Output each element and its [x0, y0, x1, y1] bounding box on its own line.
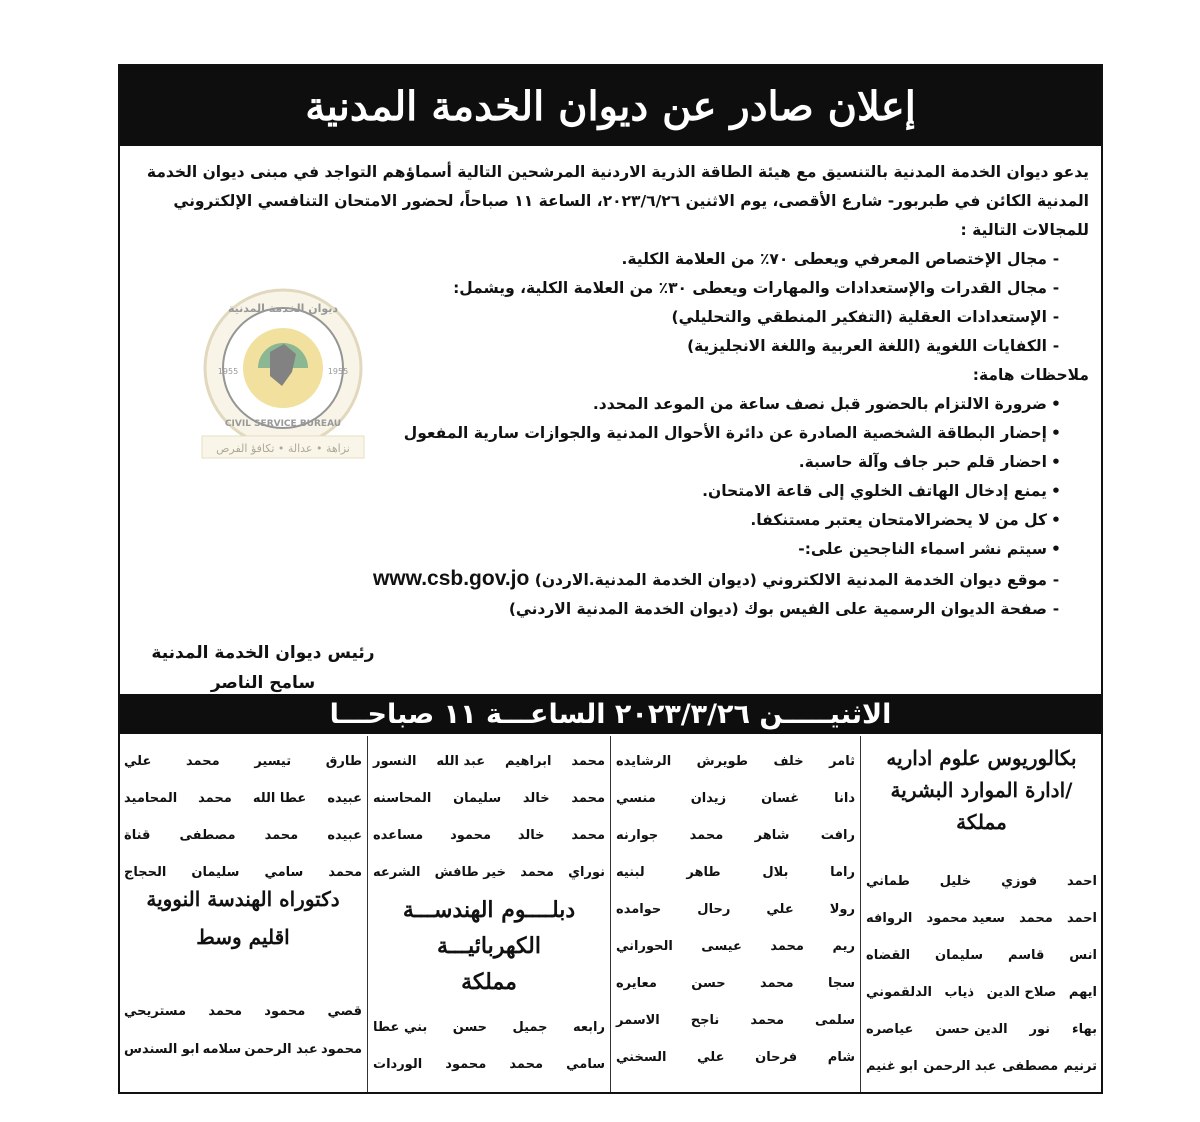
seal-year-left: 1955 — [217, 367, 239, 376]
note-item: •ضرورة الالتزام بالحضور قبل نصف ساعة من الموعد المحدد. — [592, 395, 1061, 413]
candidate-name-part: السخني — [616, 1049, 667, 1065]
publish-item: -صفحة الديوان الرسمية على الفيس بوك (ديوان الخدمة المدنية الاردني) — [508, 600, 1060, 618]
candidate-name-part: الحجاج — [124, 864, 167, 880]
candidate-name-part: نوراي — [568, 864, 605, 880]
field-item: -الكفايات اللغوية (اللغة العربية واللغة الانجليزية) — [687, 337, 1060, 355]
candidate-name-part: القضاه — [866, 947, 911, 963]
announcement-title: إعلان صادر عن ديوان الخدمة المدنية — [305, 82, 916, 130]
website-link[interactable]: www.csb.gov.jo — [372, 567, 530, 590]
candidate-row — [369, 1012, 609, 1042]
candidate-row — [369, 783, 609, 813]
candidate-name-part: محمد — [186, 753, 220, 769]
candidate-name-part: محمد — [208, 1003, 243, 1019]
candidate-name-part: مساعده — [373, 827, 424, 843]
candidate-name-part: رابعه — [572, 1019, 605, 1035]
candidate-name-part: محمد — [571, 753, 605, 769]
field-item: -الإستعدادات العقلية (التفكير المنطقي والتحليلي) — [671, 308, 1060, 326]
intro-line: للمجالات التالية : — [960, 221, 1089, 239]
intro-line: يدعو ديوان الخدمة المدنية بالتنسيق مع هيئة الطاقة الذرية الاردنية المرشحين التالية أسماؤهم التواجد في مبنى ديوان الخدمة — [146, 163, 1089, 181]
candidate-name-part: ترنيم — [1063, 1058, 1097, 1074]
note-item: •سيتم نشر اسماء الناجحين على:- — [798, 540, 1061, 558]
candidate-name-part: فرحان — [755, 1049, 798, 1065]
candidate-name-part: رحال — [697, 901, 731, 917]
candidate-name-part: سلمى — [815, 1012, 855, 1028]
candidate-name-part: سامي — [566, 1056, 605, 1072]
candidate-name-part: بهاء — [1072, 1021, 1097, 1037]
candidate-name-part: قناة — [124, 827, 151, 843]
candidate-name-part: ايهم — [1068, 984, 1097, 1000]
candidate-name-part: محمد — [571, 827, 605, 843]
signature-title: رئيس ديوان الخدمة المدنية — [151, 643, 375, 663]
candidate-name-part: صلاح الدين — [986, 984, 1057, 1000]
note-item: •إحضار البطاقة الشخصية الصادرة عن دائرة الأحوال المدنية والجوازات سارية المفعول — [403, 424, 1061, 442]
candidate-name-part: جوارنه — [616, 827, 659, 843]
candidate-name-part: بلال — [762, 864, 789, 880]
candidate-name-part: خليل — [939, 873, 972, 889]
candidate-name-part: خير طافش — [434, 864, 506, 880]
candidate-name-part: عياصره — [866, 1021, 914, 1037]
candidate-row — [120, 1034, 366, 1064]
candidate-row — [120, 996, 366, 1026]
candidate-name-part: مصطفى — [179, 827, 236, 843]
candidate-row — [612, 783, 859, 813]
candidate-row — [369, 820, 609, 850]
diploma-group-header: دبلــــوم الهندســـة الكهربائيـــة مملكة — [402, 897, 576, 995]
candidate-name-part: حسن — [452, 1019, 488, 1035]
candidate-name-part: طاهر — [686, 864, 721, 880]
candidate-name-part: محمد — [750, 1012, 784, 1028]
candidate-row — [862, 940, 1101, 970]
doctorate-group-header: دكتوراه الهندسة النووية اقليم وسط — [146, 887, 340, 949]
candidate-row — [369, 1049, 609, 1079]
candidate-name-part: عبد الرحمن — [923, 1058, 997, 1074]
note-item: •يمنع إدخال الهاتف الخلوي إلى قاعة الامتحان. — [702, 482, 1061, 500]
nuclear-group — [120, 736, 366, 1092]
candidate-name-part: ذياب — [944, 984, 975, 1000]
candidate-name-part: محمد — [571, 790, 605, 806]
candidate-name-part: الدين حسن — [935, 1021, 1008, 1037]
candidate-name-part: محمود — [445, 1056, 487, 1072]
candidate-name-part: عيسى — [701, 938, 742, 954]
candidate-name-part: سجا — [827, 975, 855, 991]
candidate-name-part: ابو غنيم — [866, 1058, 918, 1074]
candidate-row — [612, 894, 859, 924]
publish-item: -موقع ديوان الخدمة المدنية الالكتروني (ديوان الخدمة المدنية.الاردن) www.csb.gov.jo — [372, 567, 1060, 590]
candidate-name-part: محمود — [450, 827, 492, 843]
candidate-name-part: محمد — [509, 1056, 544, 1072]
field-item: -مجال الإختصاص المعرفي ويعطى ٧٠٪ من العلامة الكلية. — [621, 250, 1060, 268]
candidate-name-part: محمد — [328, 864, 362, 880]
candidate-name-part: علي — [766, 901, 794, 917]
candidate-name-part: محمد — [1019, 910, 1053, 926]
note-item: •كل من لا يحضرالامتحان يعتبر مستنكفا. — [750, 511, 1061, 529]
candidate-name-part: سعيد محمود — [926, 910, 1005, 926]
candidate-row — [862, 866, 1101, 896]
seal-top-text: ديوان الخدمة المدنية — [227, 302, 339, 315]
candidate-row — [369, 857, 609, 887]
candidate-name-part: محمد — [689, 827, 724, 843]
candidate-row — [612, 1042, 859, 1072]
candidate-row — [369, 746, 609, 776]
candidate-name-part: قصي — [327, 1003, 362, 1019]
candidate-name-part: قاسم — [1008, 947, 1045, 963]
candidate-name-part: سليمان — [191, 864, 240, 880]
candidate-name-part: عبيده — [327, 790, 362, 806]
notes-title: ملاحظات هامة: — [972, 366, 1089, 384]
candidate-row — [862, 977, 1101, 1007]
candidate-name-part: دانا — [834, 790, 855, 806]
intro-line: المدنية الكائن في طبربور- شارع الأقصى، يوم الاثنين ٢٠٢٣/٦/٢٦، الساعة ١١ صباحاً، لحضور الامتحان التنافسي الإلكتروني — [173, 192, 1089, 210]
candidate-name-part: الروافه — [866, 910, 913, 926]
candidate-name-part: محمود — [264, 1003, 306, 1019]
candidate-name-part: الاسمر — [616, 1012, 660, 1028]
candidate-name-part: الشرعه — [373, 864, 421, 880]
candidate-name-part: علي — [697, 1049, 725, 1065]
candidate-name-part: محمد — [759, 975, 794, 991]
candidate-row — [120, 783, 366, 813]
candidate-name-part: الدلقموني — [866, 984, 933, 1000]
business-group — [862, 736, 1101, 1092]
candidate-name-part: المحاسنه — [373, 790, 432, 806]
announcement-frame — [118, 64, 1103, 1094]
candidate-name-part: طماني — [866, 873, 910, 889]
candidate-name-part: محمد — [198, 790, 232, 806]
candidate-name-part: محمد — [770, 938, 804, 954]
candidate-name-part: جميل — [512, 1019, 548, 1035]
candidate-name-part: احمد — [1066, 910, 1097, 926]
candidate-name-part: راما — [830, 864, 855, 880]
candidate-name-part: محمد — [264, 827, 299, 843]
candidate-row — [120, 820, 366, 850]
candidate-row — [862, 903, 1101, 933]
candidate-name-part: شاهر — [754, 827, 790, 843]
candidate-name-part: تيسير — [254, 753, 292, 769]
candidate-name-part: رافت — [820, 827, 855, 843]
candidate-name-part: احمد — [1066, 873, 1097, 889]
candidate-row — [612, 1005, 859, 1035]
candidate-name-part: الحوراني — [616, 938, 673, 954]
announcement-body — [134, 158, 1089, 624]
title-bar — [120, 66, 1101, 146]
candidate-name-part: سامي — [264, 864, 304, 880]
candidate-name-part: الوردات — [373, 1056, 423, 1072]
candidate-name-part: النسور — [373, 753, 417, 769]
candidate-name-part: حسن — [691, 975, 726, 991]
signature-name: سامح الناصر — [210, 673, 316, 693]
candidate-name-part: حوامده — [616, 901, 662, 917]
candidate-row — [612, 820, 859, 850]
candidate-name-part: معايره — [616, 975, 657, 991]
candidate-name-part: محمود — [321, 1041, 362, 1057]
candidate-name-part: سليمان — [453, 790, 502, 806]
candidate-row — [862, 1014, 1101, 1044]
candidate-name-part: سلامه — [202, 1041, 242, 1057]
candidate-row — [612, 857, 859, 887]
exam-date: الاثنيـــــن ٢٠٢٣/٣/٢٦ الساعـــة ١١ صباحـــا — [329, 698, 892, 730]
candidate-name-part: زيدان — [690, 790, 727, 806]
candidate-name-part: خلف — [773, 753, 804, 769]
seal-year-right: 1955 — [327, 367, 349, 376]
seal-bottom-text: CIVIL SERVICE BUREAU — [224, 419, 342, 429]
candidate-name-part: طويرش — [696, 753, 748, 769]
note-item: •احضار قلم حبر جاف وآلة حاسبة. — [798, 453, 1061, 471]
signature-block — [148, 638, 378, 698]
candidate-name-part: محمد — [520, 864, 554, 880]
date-bar — [120, 694, 1101, 734]
candidate-name-part: عبد الرحمن — [244, 1041, 318, 1057]
candidate-row — [612, 746, 859, 776]
candidate-name-part: مصطفى — [1002, 1058, 1059, 1074]
seal-motto: نزاهة • عدالة • تكافؤ الفرص — [216, 442, 350, 455]
candidate-name-part: بني عطا — [373, 1019, 428, 1035]
candidates-table — [120, 736, 1101, 1092]
candidate-row — [612, 968, 859, 998]
candidate-name-part: انس — [1069, 947, 1097, 963]
candidate-name-part: رولا — [829, 901, 855, 917]
candidate-name-part: نور — [1029, 1021, 1051, 1037]
field-item: -مجال القدرات والإستعدادات والمهارات ويعطى ٣٠٪ من العلامة الكلية، ويشمل: — [453, 279, 1060, 297]
candidate-name-part: خالد — [522, 790, 550, 806]
candidate-name-part: خالد — [517, 827, 545, 843]
candidate-name-part: منسي — [616, 790, 656, 806]
candidate-name-part: عبد الله — [436, 753, 486, 769]
candidate-name-part: ريم — [832, 938, 855, 954]
candidate-name-part: عطا الله — [252, 790, 307, 806]
candidate-name-part: لبنيه — [616, 864, 645, 880]
candidate-name-part: شام — [827, 1049, 855, 1065]
candidate-row — [862, 1051, 1101, 1081]
candidate-row — [120, 746, 366, 776]
candidate-name-part: علي — [124, 753, 152, 769]
candidate-name-part: عبيده — [327, 827, 362, 843]
electrical-group — [369, 736, 609, 1092]
candidate-name-part: ابراهيم — [505, 753, 552, 769]
candidate-name-part: ناجح — [690, 1012, 720, 1028]
candidate-name-part: غسان — [761, 790, 800, 806]
candidate-row — [612, 931, 859, 961]
candidate-name-part: طارق — [325, 753, 362, 769]
candidate-name-part: مستريحي — [124, 1003, 187, 1019]
candidate-name-part: الرشايده — [616, 753, 672, 769]
candidate-name-part: المحاميد — [124, 790, 178, 806]
business-group-continued — [612, 736, 859, 1092]
candidate-name-part: ثامر — [829, 753, 855, 769]
candidate-name-part: ابو السندس — [124, 1041, 200, 1057]
candidate-name-part: سليمان — [935, 947, 984, 963]
candidate-name-part: فوزي — [1001, 873, 1038, 889]
business-group-header: بكالوريوس علوم اداريه /ادارة الموارد البشرية مملكة — [886, 746, 1077, 834]
